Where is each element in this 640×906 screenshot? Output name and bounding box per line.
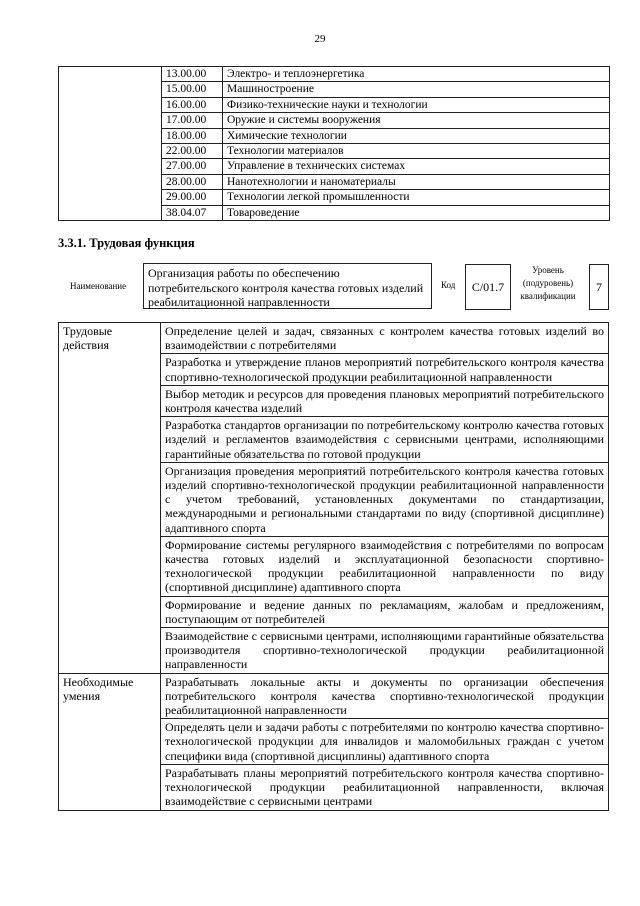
- group-item: Формирование системы регулярного взаимодействия с потребителями по вопросам качества готовых изделий и эксплуатационной безопасности спортивно-технологической продукции реабилитационной направленности по виду (спортивной дисциплине) адаптивного спорта: [161, 536, 609, 596]
- group-item: Организация проведения мероприятий потребительского контроля качества готовых изделий спортивно-технологической продукции реабилитационной направленности с учетом требований, установленных документами по стандартизации, международными и региональными стандартами по виду (спортивной дисциплине) адаптивного спорта: [161, 462, 609, 536]
- code-cell: 27.00.00: [162, 159, 223, 174]
- group-label: Трудовые действия: [59, 323, 161, 674]
- blank-cell: [59, 67, 162, 221]
- function-code: С/01.7: [465, 264, 511, 310]
- labor-function-table: [58, 322, 609, 811]
- code-cell: 28.00.00: [162, 174, 223, 189]
- page-number: 29: [314, 33, 326, 45]
- code-name-cell: Химические технологии: [223, 128, 610, 143]
- code-name-cell: Машиностроение: [223, 82, 610, 97]
- code-cell: 29.00.00: [162, 190, 223, 205]
- group-item: Определение целей и задач, связанных с контролем качества готовых изделий во взаимодействии с потребителями: [161, 323, 609, 354]
- code-name-cell: Технологии материалов: [223, 143, 610, 158]
- qualification-level-label: Уровень (подуровень) квалификации: [520, 265, 576, 301]
- qualification-level: 7: [589, 264, 609, 310]
- group-item: Взаимодействие с сервисными центрами, исполняющими гарантийные обязательства производителя спортивно-технологической продукции реабилитационной направленности: [161, 628, 609, 674]
- code-name-cell: Нанотехнологии и наноматериалы: [223, 174, 610, 189]
- group-item: Выбор методик и ресурсов для проведения плановых мероприятий потребительского контроля качества изделий: [161, 385, 609, 416]
- table-row: [59, 673, 609, 719]
- group-item: Разработка и утверждение планов мероприятий потребительского контроля качества спортивно-технологической продукции реабилитационной направленности: [161, 354, 609, 385]
- code-name-cell: Электро- и теплоэнергетика: [223, 67, 610, 82]
- code-cell: 15.00.00: [162, 82, 223, 97]
- code-name-cell: Оружие и системы вооружения: [223, 113, 610, 128]
- code-cell: 22.00.00: [162, 143, 223, 158]
- group-label: Необходимые умения: [59, 673, 161, 810]
- group-item: Разрабатывать планы мероприятий потребительского контроля качества спортивно-технологической продукции реабилитационной направленности, включая взаимодействие с сервисными центрами: [161, 764, 609, 810]
- function-code-label: Код: [441, 280, 456, 290]
- code-name-cell: Технологии легкой промышленности: [223, 190, 610, 205]
- function-name-label: Наименование: [70, 281, 127, 291]
- group-item: Формирование и ведение данных по рекламациям, жалобам и предложениям, поступающим от потребителей: [161, 596, 609, 627]
- function-name: Организация работы по обеспечению потребительского контроля качества готовых изделий реабилитационной направленности: [143, 263, 432, 309]
- code-cell: 38.04.07: [162, 205, 223, 220]
- education-codes-table: [58, 66, 610, 221]
- code-name-cell: Товароведение: [223, 205, 610, 220]
- group-item: Разработка стандартов организации по потребительскому контролю качества готовых изделий и регламентов взаимодействия с сервисными центрами, исполняющими гарантийные обязательства по готовой продукции: [161, 417, 609, 463]
- code-name-cell: Физико-технические науки и технологии: [223, 97, 610, 112]
- code-name-cell: Управление в технических системах: [223, 159, 610, 174]
- code-row: [59, 67, 610, 82]
- code-cell: 13.00.00: [162, 67, 223, 82]
- table-row: [59, 323, 609, 354]
- code-cell: 18.00.00: [162, 128, 223, 143]
- group-item: Определять цели и задачи работы с потребителями по контролю качества спортивно-технологической продукции для инвалидов и маломобильных граждан с учетом специфики вида (спортивной дисциплины) адаптивного спорта: [161, 719, 609, 765]
- group-item: Разрабатывать локальные акты и документы по организации обеспечения потребительского контроля качества спортивно-технологической продукции реабилитационной направленности: [161, 673, 609, 719]
- code-cell: 16.00.00: [162, 97, 223, 112]
- code-cell: 17.00.00: [162, 113, 223, 128]
- section-title: 3.3.1. Трудовая функция: [58, 236, 195, 250]
